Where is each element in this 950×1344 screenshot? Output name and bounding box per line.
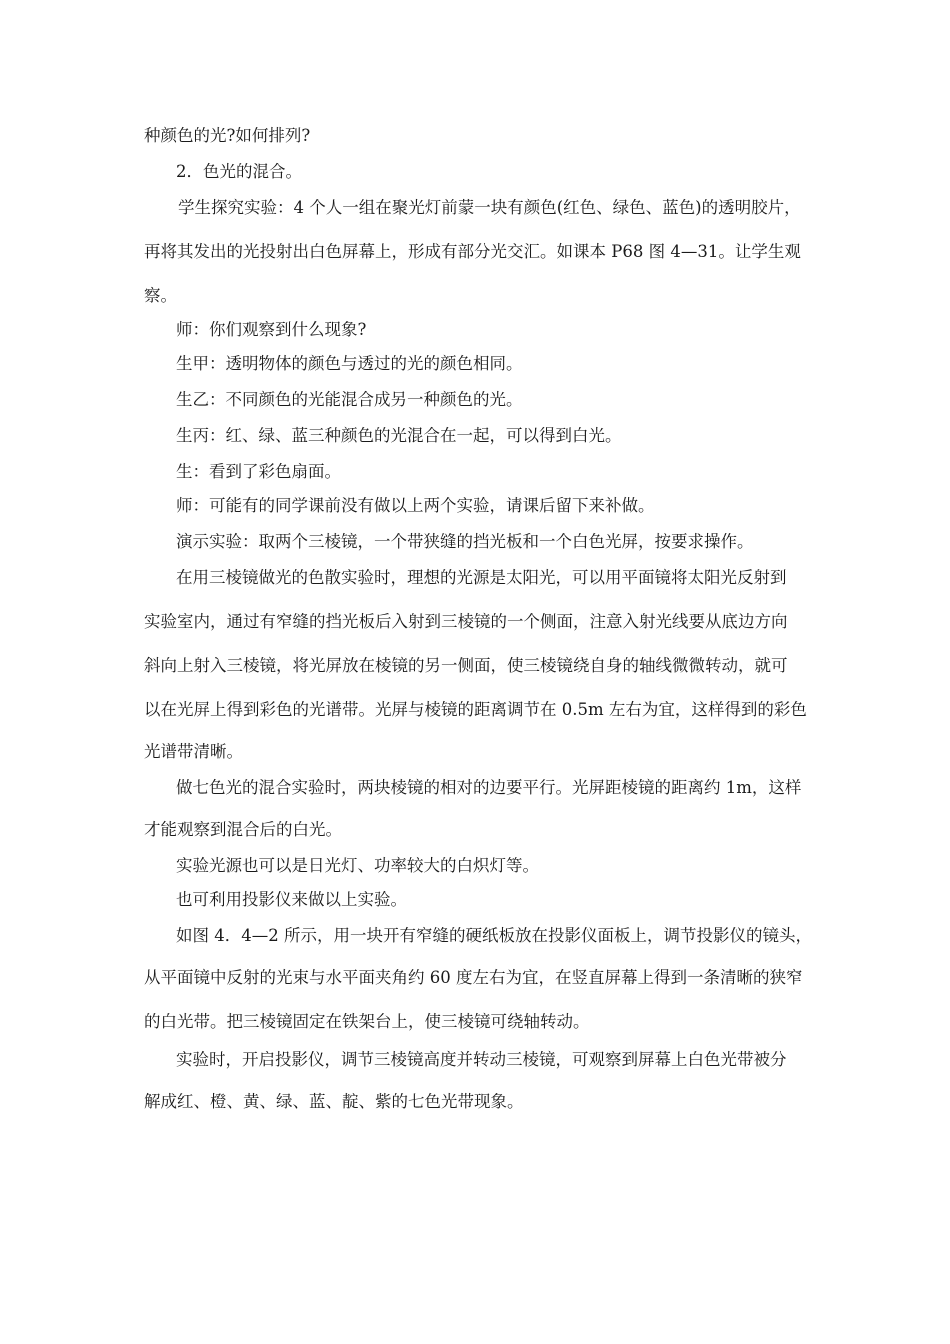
text-line: 也可利用投影仪来做以上实验。: [176, 890, 407, 909]
text-line: 才能观察到混合后的白光。: [144, 820, 342, 839]
text-line: 再将其发出的光投射出白色屏幕上，形成有部分光交汇。如课本 P68 图 4—31。让学生观: [144, 242, 801, 261]
text-line: 实验室内，通过有窄缝的挡光板后入射到三棱镜的一个侧面，注意入射光线要从底边方向: [144, 612, 788, 631]
text-line: 演示实验：取两个三棱镜，一个带狭缝的挡光板和一个白色光屏，按要求操作。: [176, 532, 754, 551]
text-line: 从平面镜中反射的光束与水平面夹角约 60 度左右为宜，在竖直屏幕上得到一条清晰的狭窄: [144, 968, 803, 987]
text-line: 解成红、橙、黄、绿、蓝、靛、紫的七色光带现象。: [144, 1092, 524, 1111]
text-line: 种颜色的光?如何排列?: [144, 126, 311, 145]
section-heading: 2．色光的混合。: [176, 162, 302, 181]
text-line: 做七色光的混合实验时，两块棱镜的相对的边要平行。光屏距棱镜的距离约 1m，这样: [176, 778, 802, 797]
dialogue-line: 生：看到了彩色扇面。: [176, 462, 341, 481]
text-line: 的白光带。把三棱镜固定在铁架台上，使三棱镜可绕轴转动。: [144, 1012, 590, 1031]
text-line: 实验时，开启投影仪，调节三棱镜高度并转动三棱镜，可观察到屏幕上白色光带被分: [176, 1050, 787, 1069]
text-line: 察。: [144, 286, 177, 305]
text-line: 光谱带清晰。: [144, 742, 243, 761]
text-line: 在用三棱镜做光的色散实验时，理想的光源是太阳光，可以用平面镜将太阳光反射到: [176, 568, 787, 587]
text-line: 如图 4．4—2 所示，用一块开有窄缝的硬纸板放在投影仪面板上，调节投影仪的镜头，: [176, 926, 812, 945]
dialogue-line: 生丙：红、绿、蓝三种颜色的光混合在一起，可以得到白光。: [176, 426, 622, 445]
text-line: 实验光源也可以是日光灯、功率较大的白炽灯等。: [176, 856, 539, 875]
text-line: 斜向上射入三棱镜，将光屏放在棱镜的另一侧面，使三棱镜绕自身的轴线微微转动，就可: [144, 656, 788, 675]
dialogue-line: 生甲：透明物体的颜色与透过的光的颜色相同。: [176, 354, 523, 373]
dialogue-line: 师：你们观察到什么现象?: [176, 320, 367, 339]
text-line: 学生探究实验：4 个人一组在聚光灯前蒙一块有颜色(红色、绿色、蓝色)的透明胶片，: [178, 198, 801, 217]
text-line: 以在光屏上得到彩色的光谱带。光屏与棱镜的距离调节在 0.5m 左右为宜，这样得到的彩色: [144, 700, 807, 719]
dialogue-line: 生乙：不同颜色的光能混合成另一种颜色的光。: [176, 390, 523, 409]
dialogue-line: 师：可能有的同学课前没有做以上两个实验，请课后留下来补做。: [176, 496, 655, 515]
